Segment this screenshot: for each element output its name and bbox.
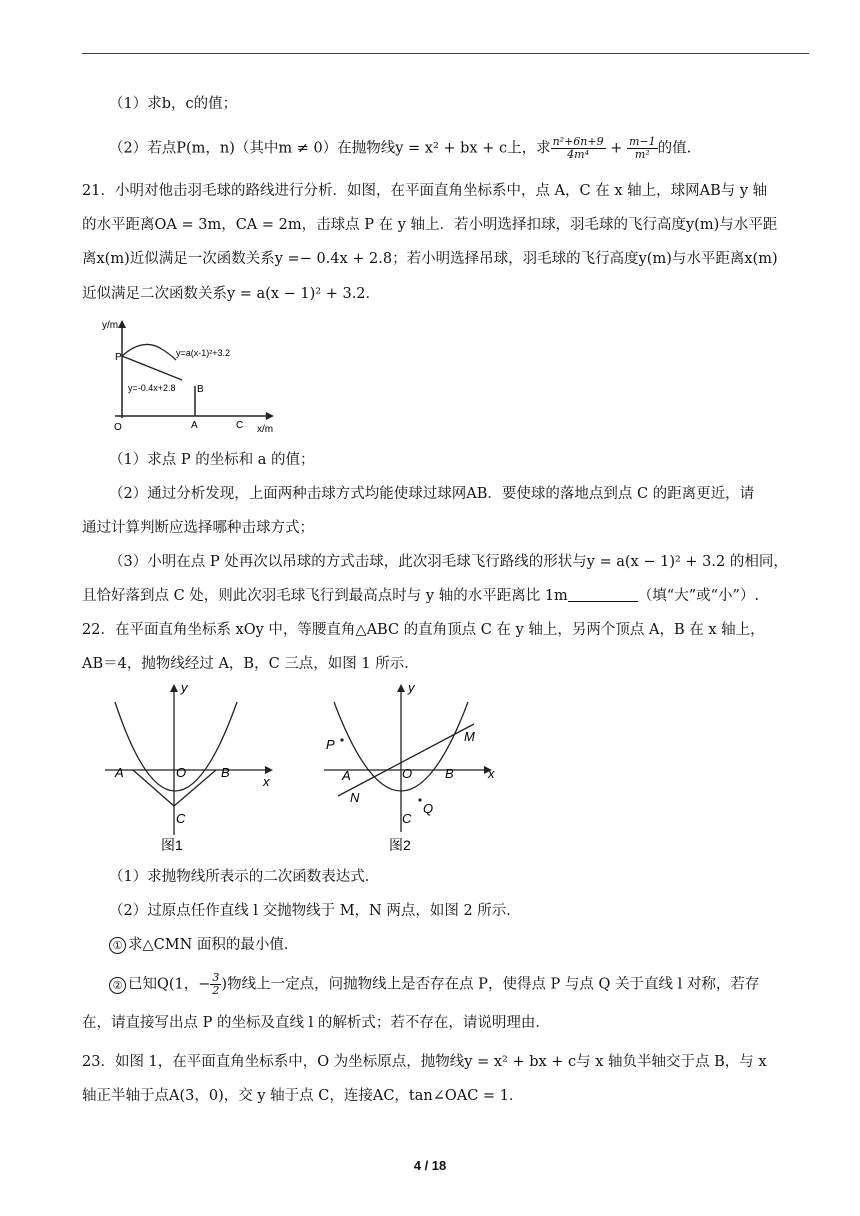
fig2-line-l (338, 724, 474, 796)
q22-sub-2-2 (109, 972, 836, 997)
fig1-label-x: x (263, 774, 270, 789)
q21-sub-3b-end: （填“大”或“小”）. (637, 588, 760, 604)
q21-ylabel: y/m (102, 320, 119, 331)
q21-label-C: C (236, 420, 244, 431)
fig2-y-arrow (397, 684, 405, 692)
fig1-label-O: O (176, 765, 187, 780)
q22-sub-2-2-end: )物线上一定点，问抛物线上是否存在点 P，使得点 P 与点 Q 关于直线 l 对称，若存 (221, 976, 760, 993)
q21-label-A: A (191, 420, 198, 431)
q21-line-2: 的水平距离OA = 3m，CA = 2m，击球点 P 在 y 轴上．若小明选择扣球，羽毛球的飞行高度y(m)与水平距 (82, 217, 778, 233)
q21-y-arrow (118, 320, 126, 328)
q21-x-arrow (266, 412, 274, 420)
q21-sub-2b: 通过计算判断应选择哪种击球方式； (82, 520, 314, 536)
fig2-caption: 图2 (389, 837, 411, 853)
q22-sub-2-1-text: 求△CMN 面积的最小值． (128, 937, 299, 953)
fig1-segment-AC (133, 770, 174, 806)
q23-line-2: 轴正半轴于点A(3，0)，交 y 轴于点 C，连接AC，tan∠OAC = 1． (82, 1088, 524, 1104)
answer-blank (568, 587, 638, 602)
q21-figure (100, 314, 290, 436)
fig2-label-O: O (402, 766, 413, 781)
q21-line-3: 离x(m)近似满足一次函数关系y =− 0.4x + 2.8；若小明选择吊球，羽毛球的飞行高度y(m)与水平距离x(m) (82, 251, 778, 267)
q21-sub-3b-text: 且恰好落到点 C 处，则此次羽毛球飞行到最高点时与 y 轴的水平距离比 1m (82, 588, 568, 604)
fig1-label-A: A (115, 765, 124, 780)
q22-frac-num: 3 (212, 971, 220, 984)
q22-line-2: AB＝4，抛物线经过 A，B，C 三点，如图 1 所示． (82, 656, 419, 672)
q21-line-1: 21．小明对他击羽毛球的路线进行分析．如图，在平面直角坐标系中，点 A，C 在 x 轴上，球网AB与 y 轴 (82, 183, 768, 199)
fig2-label-Q: Q (423, 801, 434, 816)
q20-fraction-1 (551, 136, 606, 161)
q21-quad-curve (122, 344, 176, 360)
fig2-point-Q (418, 798, 421, 801)
q22-sub-2: （2）过原点任作直线 l 交抛物线于 M，N 两点，如图 2 所示． (109, 903, 521, 919)
circled-two: ② (109, 977, 126, 994)
q21-sub-3a: （3）小明在点 P 处再次以吊球的方式击球，此次羽毛球飞行路线的形状与y = a(x − 1)² + 3.2 的相同， (109, 554, 788, 570)
frac2-den: m² (634, 148, 650, 161)
fig1-label-y: y (181, 680, 188, 695)
q22-figure-1 (95, 680, 285, 858)
q20-fraction-2 (627, 136, 658, 161)
q20-part2-end: 的值. (657, 140, 692, 157)
q21-label-B: B (197, 384, 204, 395)
q22-line-1: 22．在平面直角坐标系 xOy 中，等腰直角△ABC 的直角顶点 C 在 y 轴上，另两个顶点 A，B 在 x 轴上， (82, 622, 765, 638)
fig2-label-N: N (350, 790, 360, 805)
fig1-caption: 图1 (161, 837, 183, 853)
q21-linear-path (122, 356, 182, 380)
fig2-point-P (340, 738, 343, 741)
q22-sub-2-1 (109, 934, 836, 956)
q22-frac-den: 2 (212, 984, 220, 997)
q21-sub-1: （1）求点 P 的坐标和 a 的值； (109, 452, 315, 468)
q21-xlabel: x/m (257, 424, 274, 435)
plus-sign: + (610, 140, 623, 157)
q21-eq-lin: y=-0.4x+2.8 (128, 383, 176, 393)
fig1-label-C: C (176, 811, 186, 826)
q21-label-O: O (114, 422, 122, 433)
fig2-label-A: A (342, 768, 351, 783)
circled-one: ① (109, 937, 126, 954)
header-rule (82, 53, 809, 54)
q22-sub-1: （1）求抛物线所表示的二次函数表达式． (109, 869, 380, 885)
fig2-label-x: x (488, 766, 495, 781)
fig2-label-C: C (402, 811, 412, 826)
fig1-y-arrow (170, 684, 178, 692)
q20-part1: （1）求b，c的值； (109, 96, 238, 112)
q22-sub-2-2b: 在，请直接写出点 P 的坐标及直线 l 的解析式；若不存在，请说明理由． (82, 1015, 550, 1031)
fig1-label-B: B (221, 765, 230, 780)
frac1-num: n²+6n+9 (552, 135, 604, 148)
q22-sub-2-2-text: 已知Q(1，− (128, 976, 211, 993)
frac2-num: m−1 (628, 135, 656, 148)
q21-eq-quad: y=a(x-1)²+3.2 (176, 348, 231, 358)
q21-label-P: P (115, 352, 122, 363)
q21-line-4: 近似满足二次函数关系y = a(x − 1)² + 3.2． (82, 286, 381, 302)
q20-part2-text: （2）若点P(m，n)（其中m ≠ 0）在抛物线y = x² + bx + c上，求 (109, 140, 551, 157)
q22-fraction (210, 972, 221, 997)
frac1-den: 4m⁴ (567, 148, 590, 161)
fig2-label-B: B (445, 766, 454, 781)
q20-part2 (109, 136, 836, 161)
q21-sub-2a: （2）通过分析发现，上面两种击球方式均能使球过球网AB．要使球的落地点到点 C 的距离更近，请 (109, 486, 755, 502)
q21-sub-3b (82, 585, 809, 607)
fig2-label-P: P (326, 737, 335, 752)
fig2-label-y: y (408, 680, 415, 695)
q23-line-1: 23．如图 1，在平面直角坐标系中，O 为坐标原点，抛物线y = x² + bx + c与 x 轴负半轴交于点 B，与 x (82, 1054, 767, 1070)
page-number: 4 / 18 (413, 1158, 447, 1173)
fig2-label-M: M (464, 729, 475, 744)
q22-figure-2 (316, 680, 506, 858)
fig1-x-arrow (265, 766, 273, 774)
